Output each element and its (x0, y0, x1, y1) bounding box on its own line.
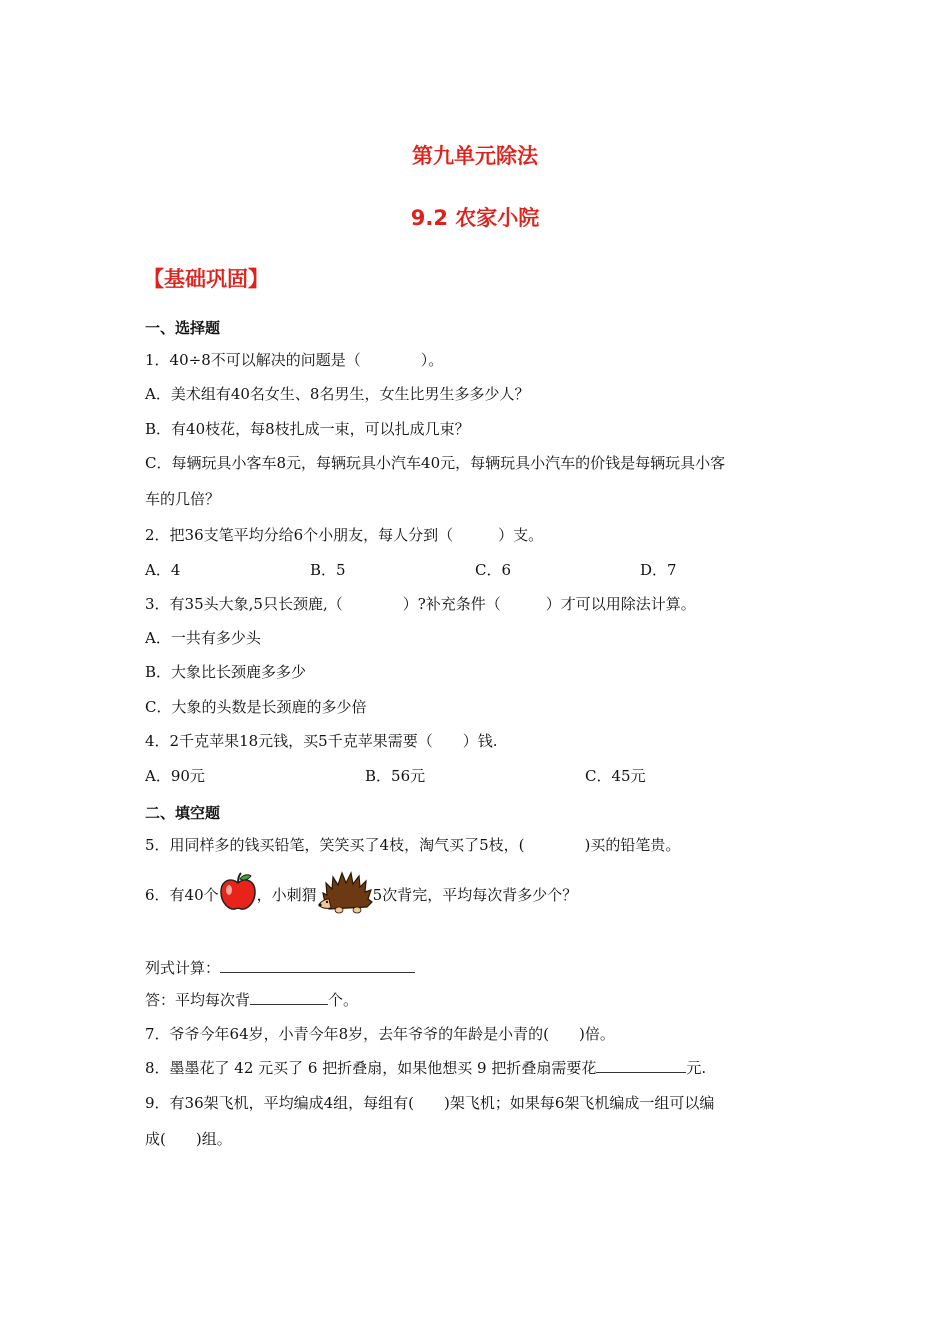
q8-blank[interactable] (596, 1058, 686, 1073)
part1-heading: 一、选择题 (145, 319, 221, 337)
q1-stem: 1．40÷8不可以解决的问题是（ ）。 (145, 351, 444, 369)
q8-text-post: 元. (686, 1059, 707, 1077)
q6-answer-pre: 答：平均每次背 (145, 991, 251, 1009)
q1-option-a: A．美术组有40名女生、8名男生，女生比男生多多少人？ (145, 385, 530, 403)
q4-option-a: A．90元 (145, 767, 205, 785)
q3-option-b: B．大象比长颈鹿多多少 (145, 663, 307, 681)
q2-option-a: A．4 (145, 561, 181, 579)
q7-stem: 7．爷爷今年64岁，小青今年8岁，去年爷爷的年龄是小青的( )倍。 (145, 1025, 615, 1043)
q6-stem (145, 872, 577, 918)
part2-heading: 二、填空题 (145, 804, 221, 822)
q3-option-a: A．一共有多少头 (145, 629, 261, 647)
q5-stem: 5．用同样多的钱买铅笔，笑笑买了4枝，淘气买了5枝，( )买的铅笔贵。 (145, 836, 681, 854)
q2-option-d: D．7 (640, 561, 677, 579)
q6-answer-blank[interactable] (250, 990, 328, 1005)
q9-stem-cont: 成( )组。 (145, 1130, 232, 1148)
q1-option-c: C．每辆玩具小客车8元，每辆玩具小汽车40元，每辆玩具小汽车的价钱是每辆玩具小客 (145, 454, 726, 472)
section-heading: 【基础巩固】 (143, 267, 269, 291)
q8-text-pre: 8．墨墨花了 42 元买了 6 把折叠扇，如果他想买 9 把折叠扇需要花 (145, 1059, 597, 1077)
q2-option-b: B．5 (310, 561, 346, 579)
q1-option-c-cont: 车的几倍？ (145, 490, 221, 508)
q6-calc-label: 列式计算： (145, 959, 221, 977)
q6-calc-blank[interactable] (220, 958, 415, 973)
q6-text-post: 5次背完，平均每次背多少个？ (372, 886, 578, 904)
q6-text-pre: 6．有40个 (145, 886, 219, 904)
q4-option-b: B．56元 (365, 767, 426, 785)
q9-stem: 9．有36架飞机，平均编成4组，每组有( )架飞机；如果每6架飞机编成一组可以编 (145, 1094, 715, 1112)
lesson-title: 9.2 农家小院 (410, 206, 540, 230)
q4-option-c: C．45元 (585, 767, 646, 785)
q4-stem: 4．2千克苹果18元钱，买5千克苹果需要（ ）钱. (145, 732, 498, 750)
unit-title: 第九单元除法 (412, 144, 538, 168)
q6-answer-post: 个。 (328, 991, 359, 1009)
apple-icon (219, 871, 257, 911)
q6-calc-line (145, 958, 415, 978)
q6-text-mid: ，小刺猬 (256, 886, 317, 904)
q6-answer-line (145, 990, 358, 1010)
q1-option-b: B．有40枝花，每8枝扎成一束，可以扎成几束？ (145, 420, 470, 438)
q3-stem: 3．有35头大象,5只长颈鹿,（ ）?补充条件（ ）才可以用除法计算。 (145, 595, 696, 613)
q2-stem: 2．把36支笔平均分给6个小朋友，每人分到（ ）支。 (145, 526, 544, 544)
q2-option-c: C．6 (475, 561, 512, 579)
q3-option-c: C．大象的头数是长颈鹿的多少倍 (145, 698, 367, 716)
q8-stem (145, 1058, 706, 1078)
hedgehog-icon (317, 869, 373, 915)
